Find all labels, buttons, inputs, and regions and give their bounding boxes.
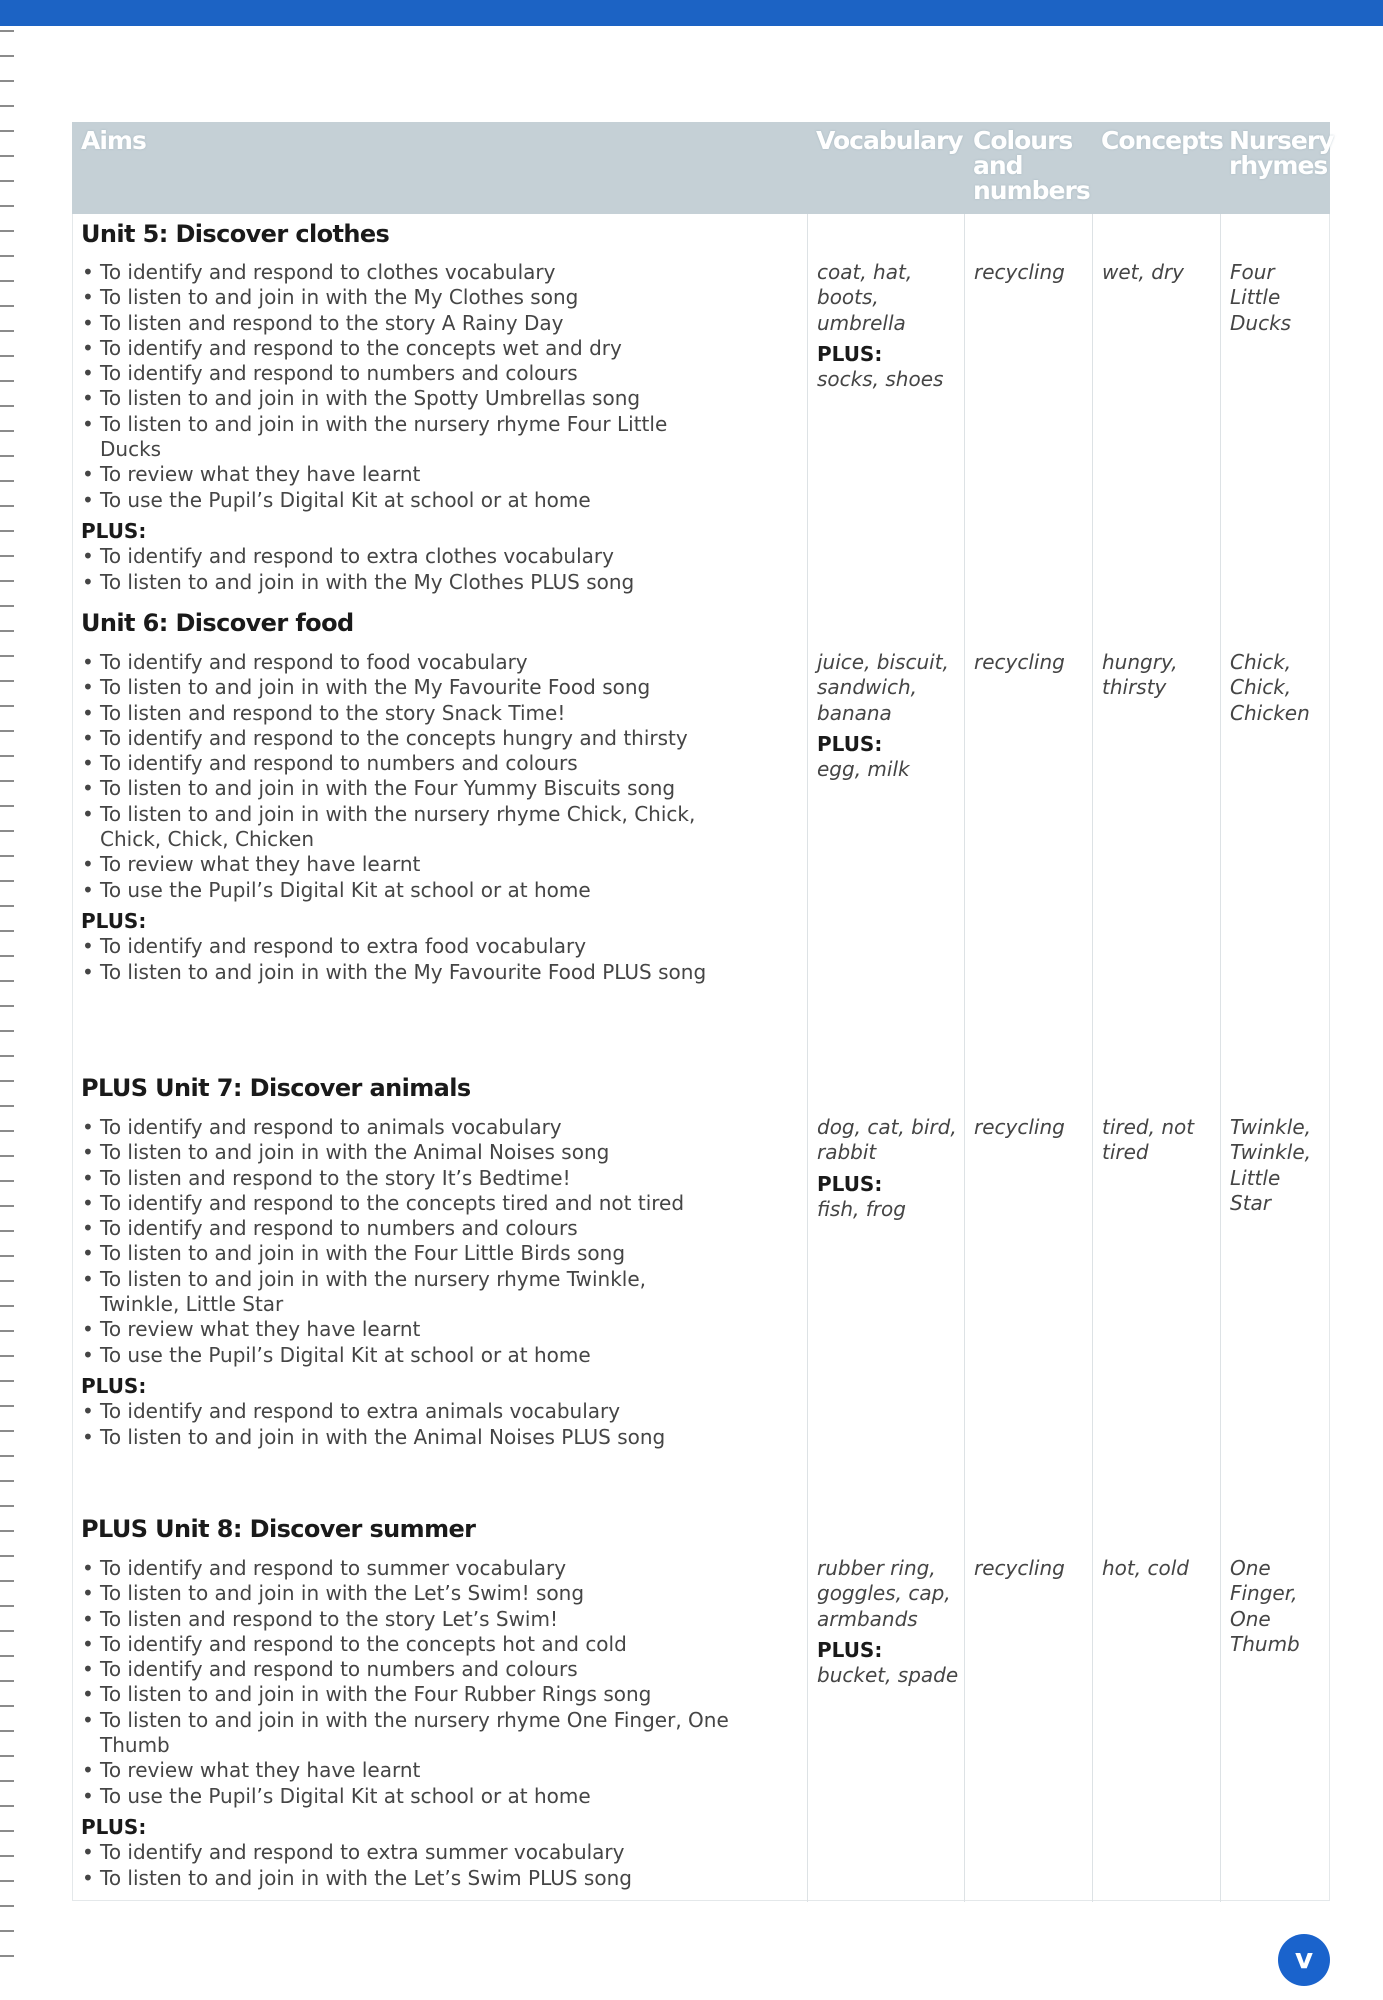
rhyme-cell: Twinkle, Twinkle, Little Star <box>1230 1115 1311 1215</box>
aim-item: • To identify and respond to numbers and colours <box>81 1657 731 1682</box>
aim-item: • To listen to and join in with the nursery rhyme Chick, Chick, Chick, Chick, Chicken <box>81 802 731 853</box>
aim-item: • To identify and respond to the concepts tired and not tired <box>81 1191 731 1216</box>
column-divider <box>1220 214 1221 1902</box>
unit-title: PLUS Unit 7: Discover animals <box>81 1074 471 1102</box>
aim-item: • To identify and respond to the concepts hungry and thirsty <box>81 726 731 751</box>
aim-item: • To identify and respond to food vocabulary <box>81 650 731 675</box>
vocabulary-cell: rubber ring, goggles, cap, armbands PLUS: bucket, spade <box>817 1556 959 1688</box>
aims-list <box>81 1115 731 1368</box>
vocabulary-cell: juice, biscuit, sandwich, banana PLUS: egg, milk <box>817 650 949 782</box>
aim-item: • To identify and respond to numbers and colours <box>81 751 731 776</box>
vocabulary-cell: coat, hat, boots, umbrella PLUS: socks, shoes <box>817 260 944 392</box>
table-header <box>72 122 1334 214</box>
aim-item: • To listen to and join in with the Four Little Birds song <box>81 1241 731 1266</box>
aim-item: • To identify and respond to summer vocabulary <box>81 1556 731 1581</box>
syllabus-table <box>72 122 1334 1902</box>
unit-aims <box>81 1556 731 1891</box>
aim-item: • To listen to and join in with the My Favourite Food PLUS song <box>81 960 731 985</box>
header-nursery-rhymes: Nursery rhymes <box>1229 126 1334 180</box>
unit-title: Unit 6: Discover food <box>81 609 354 637</box>
aim-item: • To use the Pupil’s Digital Kit at school or at home <box>81 1343 731 1368</box>
concepts-cell: hungry, thirsty <box>1102 650 1178 700</box>
plus-aims-list <box>81 544 731 595</box>
aim-item: • To listen to and join in with the My Favourite Food song <box>81 675 731 700</box>
unit-aims <box>81 260 731 595</box>
concepts-cell: tired, not tired <box>1102 1115 1195 1165</box>
aim-item: • To identify and respond to numbers and colours <box>81 1216 731 1241</box>
aim-item: • To listen to and join in with the Animal Noises PLUS song <box>81 1425 731 1450</box>
plus-label: PLUS: <box>81 1373 147 1398</box>
aims-list <box>81 1556 731 1809</box>
concepts-cell: hot, cold <box>1102 1556 1189 1580</box>
aim-item: • To listen and respond to the story It’s Bedtime! <box>81 1166 731 1191</box>
colours-cell: recycling <box>974 260 1065 284</box>
aim-item: • To listen to and join in with the My Clothes PLUS song <box>81 570 731 595</box>
vocabulary-cell: dog, cat, bird, rabbit PLUS: fish, frog <box>817 1115 957 1221</box>
aim-item: • To identify and respond to clothes vocabulary <box>81 260 731 285</box>
header-aims: Aims <box>81 126 146 155</box>
page-number-badge: v <box>1278 1934 1330 1986</box>
rhyme-cell: One Finger, One Thumb <box>1230 1556 1300 1656</box>
unit-aims <box>81 1115 731 1450</box>
aim-item: • To review what they have learnt <box>81 462 731 487</box>
plus-label: PLUS: <box>81 1814 147 1839</box>
aim-item: • To identify and respond to the concepts hot and cold <box>81 1632 731 1657</box>
aim-item: • To identify and respond to extra food vocabulary <box>81 934 731 959</box>
column-divider <box>964 214 965 1902</box>
aim-item: • To listen to and join in with the nursery rhyme One Finger, One Thumb <box>81 1708 731 1759</box>
rhyme-cell: Four Little Ducks <box>1230 260 1292 335</box>
aim-item: • To review what they have learnt <box>81 1317 731 1342</box>
aim-item: • To listen and respond to the story Snack Time! <box>81 701 731 726</box>
header-colours-numbers: Colours and numbers <box>973 126 1090 205</box>
rhyme-cell: Chick, Chick, Chicken <box>1230 650 1310 725</box>
unit-aims <box>81 650 731 985</box>
aim-item: • To listen and respond to the story A Rainy Day <box>81 311 731 336</box>
aim-item: • To identify and respond to extra clothes vocabulary <box>81 544 731 569</box>
aim-item: • To listen to and join in with the nursery rhyme Four Little Ducks <box>81 412 731 463</box>
column-divider <box>807 214 808 1902</box>
aim-item: • To identify and respond to numbers and colours <box>81 361 731 386</box>
header-vocabulary: Vocabulary <box>816 126 963 155</box>
header-concepts: Concepts <box>1101 126 1223 155</box>
plus-label: PLUS: <box>81 908 147 933</box>
unit-title: PLUS Unit 8: Discover summer <box>81 1515 476 1543</box>
aim-item: • To identify and respond to animals vocabulary <box>81 1115 731 1140</box>
spiral-binding <box>0 30 14 1970</box>
aim-item: • To review what they have learnt <box>81 852 731 877</box>
colours-cell: recycling <box>974 1115 1065 1139</box>
aims-list <box>81 650 731 903</box>
colours-cell: recycling <box>974 1556 1065 1580</box>
aim-item: • To listen to and join in with the My Clothes song <box>81 285 731 310</box>
aim-item: • To identify and respond to extra animals vocabulary <box>81 1399 731 1424</box>
plus-aims-list <box>81 934 731 985</box>
aim-item: • To listen to and join in with the Four Yummy Biscuits song <box>81 776 731 801</box>
top-color-band <box>0 0 1383 26</box>
aim-item: • To use the Pupil’s Digital Kit at school or at home <box>81 488 731 513</box>
aim-item: • To listen to and join in with the Four Rubber Rings song <box>81 1682 731 1707</box>
aim-item: • To listen to and join in with the Let’s Swim PLUS song <box>81 1866 731 1891</box>
plus-aims-list <box>81 1399 731 1450</box>
concepts-cell: wet, dry <box>1102 260 1184 284</box>
aims-list <box>81 260 731 513</box>
aim-item: • To identify and respond to the concepts wet and dry <box>81 336 731 361</box>
aim-item: • To use the Pupil’s Digital Kit at school or at home <box>81 1784 731 1809</box>
aim-item: • To review what they have learnt <box>81 1758 731 1783</box>
aim-item: • To listen to and join in with the Let’s Swim! song <box>81 1581 731 1606</box>
aim-item: • To listen to and join in with the Animal Noises song <box>81 1140 731 1165</box>
plus-aims-list <box>81 1840 731 1891</box>
aim-item: • To identify and respond to extra summer vocabulary <box>81 1840 731 1865</box>
aim-item: • To listen to and join in with the Spotty Umbrellas song <box>81 386 731 411</box>
plus-label: PLUS: <box>81 518 147 543</box>
unit-title: Unit 5: Discover clothes <box>81 220 390 248</box>
aim-item: • To listen and respond to the story Let’s Swim! <box>81 1607 731 1632</box>
aim-item: • To use the Pupil’s Digital Kit at school or at home <box>81 878 731 903</box>
colours-cell: recycling <box>974 650 1065 674</box>
column-divider <box>1092 214 1093 1902</box>
aim-item: • To listen to and join in with the nursery rhyme Twinkle, Twinkle, Little Star <box>81 1267 731 1318</box>
